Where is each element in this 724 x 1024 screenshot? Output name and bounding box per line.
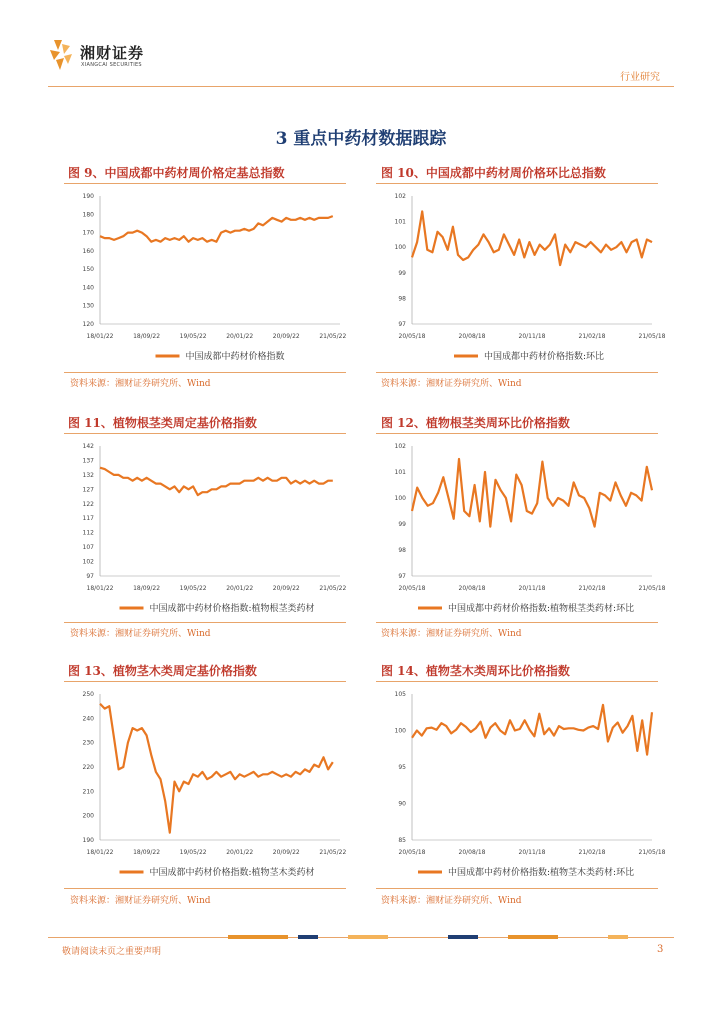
figure-9-source: 资料来源：湘财证券研究所、Wind bbox=[70, 379, 211, 389]
figure-13-bottom-divider bbox=[64, 888, 346, 889]
figure-11-divider bbox=[64, 433, 346, 434]
figure-14-chart bbox=[376, 684, 666, 884]
x-tick-label: 19/05/22 bbox=[179, 849, 207, 856]
y-tick-label: 160 bbox=[82, 247, 94, 255]
series-line bbox=[412, 211, 652, 265]
y-tick-label: 140 bbox=[82, 284, 94, 292]
x-tick-label: 20/11/18 bbox=[518, 849, 546, 856]
y-tick-label: 90 bbox=[398, 800, 406, 808]
logo-mark-icon bbox=[48, 38, 76, 70]
figure-12-title: 图 12、植物根茎类周环比价格指数 bbox=[381, 416, 570, 430]
figure-14-bottom-divider bbox=[376, 888, 658, 889]
figure-13-source: 资料来源：湘财证券研究所、Wind bbox=[70, 896, 211, 906]
x-tick-label: 20/05/18 bbox=[398, 849, 426, 856]
x-tick-label: 21/05/22 bbox=[319, 333, 347, 340]
x-tick-label: 21/02/18 bbox=[578, 333, 606, 340]
y-tick-label: 210 bbox=[82, 788, 94, 796]
y-tick-label: 170 bbox=[82, 229, 94, 237]
x-tick-label: 20/01/22 bbox=[226, 585, 254, 592]
x-tick-label: 20/08/18 bbox=[458, 333, 486, 340]
legend-label: 中国成都中药材价格指数:环比 bbox=[484, 352, 605, 362]
y-tick-label: 97 bbox=[86, 573, 94, 580]
figure-9-chart bbox=[64, 186, 348, 368]
header-divider bbox=[48, 86, 674, 87]
figure-10-bottom-divider bbox=[376, 372, 658, 373]
x-tick-label: 20/08/18 bbox=[458, 849, 486, 856]
y-tick-label: 102 bbox=[394, 193, 406, 200]
figure-14-divider bbox=[376, 681, 658, 682]
x-tick-label: 20/09/22 bbox=[272, 585, 300, 592]
figure-13-divider bbox=[64, 681, 346, 682]
section-title: 3 重点中药材数据跟踪 bbox=[275, 129, 447, 149]
legend-label: 中国成都中药材价格指数 bbox=[185, 352, 285, 362]
y-tick-label: 100 bbox=[394, 495, 406, 502]
y-tick-label: 132 bbox=[82, 471, 94, 479]
figure-13-title: 图 13、植物茎木类周定基价格指数 bbox=[68, 664, 257, 678]
y-tick-label: 190 bbox=[82, 837, 94, 844]
y-tick-label: 102 bbox=[82, 558, 94, 566]
y-tick-label: 142 bbox=[82, 443, 94, 450]
figure-9-title: 图 9、中国成都中药材周价格定基总指数 bbox=[68, 166, 285, 180]
figure-11-title: 图 11、植物根茎类周定基价格指数 bbox=[68, 416, 257, 430]
y-tick-label: 120 bbox=[82, 321, 94, 328]
footer-disclaimer: 敬请阅读末页之重要声明 bbox=[62, 947, 162, 957]
figure-10-title: 图 10、中国成都中药材周价格环比总指数 bbox=[381, 166, 606, 180]
figure-11-bottom-divider bbox=[64, 622, 346, 623]
y-tick-label: 130 bbox=[82, 302, 94, 310]
footer-decoration bbox=[48, 934, 674, 940]
y-tick-label: 98 bbox=[398, 295, 406, 303]
report-category: 行业研究 bbox=[620, 72, 660, 83]
x-tick-label: 19/05/22 bbox=[179, 585, 207, 592]
y-tick-label: 127 bbox=[82, 486, 94, 494]
y-tick-label: 150 bbox=[82, 266, 94, 274]
logo bbox=[48, 38, 178, 74]
figure-11-chart bbox=[64, 436, 348, 620]
x-tick-label: 21/05/22 bbox=[319, 585, 347, 592]
y-tick-label: 99 bbox=[398, 521, 406, 528]
y-tick-label: 100 bbox=[394, 727, 406, 735]
y-tick-label: 122 bbox=[82, 500, 94, 508]
y-tick-label: 95 bbox=[398, 764, 406, 771]
x-tick-label: 20/11/18 bbox=[518, 333, 546, 340]
x-tick-label: 20/08/18 bbox=[458, 585, 486, 592]
y-tick-label: 98 bbox=[398, 547, 406, 554]
x-tick-label: 21/02/18 bbox=[578, 849, 606, 856]
y-tick-label: 107 bbox=[82, 544, 94, 552]
x-tick-label: 21/02/18 bbox=[578, 585, 606, 592]
figure-9-bottom-divider bbox=[64, 372, 346, 373]
series-line bbox=[412, 705, 652, 755]
figure-12-chart bbox=[376, 436, 666, 620]
x-tick-label: 18/01/22 bbox=[86, 585, 114, 592]
y-tick-label: 105 bbox=[394, 691, 406, 698]
legend-label: 中国成都中药材价格指数:植物根茎类药材:环比 bbox=[448, 604, 635, 614]
y-tick-label: 85 bbox=[398, 837, 406, 844]
y-tick-label: 112 bbox=[82, 529, 94, 537]
page-number: 3 bbox=[657, 944, 664, 955]
y-tick-label: 117 bbox=[82, 515, 94, 523]
y-tick-label: 101 bbox=[394, 469, 406, 476]
y-tick-label: 250 bbox=[82, 691, 94, 698]
y-tick-label: 190 bbox=[82, 193, 94, 200]
y-tick-label: 180 bbox=[82, 211, 94, 219]
y-tick-label: 230 bbox=[82, 739, 94, 747]
figure-14-source: 资料来源：湘财证券研究所、Wind bbox=[381, 896, 522, 906]
series-line bbox=[412, 459, 652, 527]
x-tick-label: 20/01/22 bbox=[226, 333, 254, 340]
y-tick-label: 97 bbox=[398, 321, 406, 328]
x-tick-label: 19/05/22 bbox=[179, 333, 207, 340]
x-tick-label: 20/11/18 bbox=[518, 585, 546, 592]
figure-12-divider bbox=[376, 433, 658, 434]
series-line bbox=[100, 216, 333, 242]
legend-label: 中国成都中药材价格指数:植物根茎类药材 bbox=[149, 604, 315, 614]
x-tick-label: 20/05/18 bbox=[398, 333, 426, 340]
figure-10-divider bbox=[376, 183, 658, 184]
x-tick-label: 18/09/22 bbox=[133, 849, 161, 856]
figure-12-bottom-divider bbox=[376, 622, 658, 623]
x-tick-label: 18/09/22 bbox=[133, 585, 161, 592]
figure-10-source: 资料来源：湘财证券研究所、Wind bbox=[381, 379, 522, 389]
y-tick-label: 200 bbox=[82, 812, 94, 820]
x-tick-label: 18/09/22 bbox=[133, 333, 161, 340]
x-tick-label: 20/09/22 bbox=[272, 333, 300, 340]
legend-label: 中国成都中药材价格指数:植物茎木类药材 bbox=[149, 868, 315, 878]
y-tick-label: 100 bbox=[394, 244, 406, 252]
y-tick-label: 97 bbox=[398, 573, 406, 580]
figure-13-chart bbox=[64, 684, 348, 884]
x-tick-label: 18/01/22 bbox=[86, 849, 114, 856]
figure-11-source: 资料来源：湘财证券研究所、Wind bbox=[70, 629, 211, 639]
x-tick-label: 21/05/18 bbox=[638, 849, 666, 856]
x-tick-label: 21/05/22 bbox=[319, 849, 347, 856]
figure-12-source: 资料来源：湘财证券研究所、Wind bbox=[381, 629, 522, 639]
legend-label: 中国成都中药材价格指数:植物茎木类药材:环比 bbox=[448, 868, 635, 878]
y-tick-label: 240 bbox=[82, 715, 94, 723]
x-tick-label: 21/05/18 bbox=[638, 333, 666, 340]
y-tick-label: 137 bbox=[82, 457, 94, 465]
series-line bbox=[100, 468, 333, 495]
logo-name: 湘财证券 bbox=[80, 44, 145, 62]
x-tick-label: 20/01/22 bbox=[226, 849, 254, 856]
figure-9-divider bbox=[64, 183, 346, 184]
x-tick-label: 20/05/18 bbox=[398, 585, 426, 592]
y-tick-label: 220 bbox=[82, 764, 94, 771]
y-tick-label: 102 bbox=[394, 443, 406, 450]
y-tick-label: 99 bbox=[398, 269, 406, 277]
x-tick-label: 20/09/22 bbox=[272, 849, 300, 856]
logo-english: XIANGCAI SECURITIES bbox=[81, 62, 142, 68]
figure-10-chart bbox=[376, 186, 666, 368]
series-line bbox=[100, 704, 333, 833]
figure-14-title: 图 14、植物茎木类周环比价格指数 bbox=[381, 664, 570, 678]
x-tick-label: 21/05/18 bbox=[638, 585, 666, 592]
x-tick-label: 18/01/22 bbox=[86, 333, 114, 340]
y-tick-label: 101 bbox=[394, 218, 406, 226]
